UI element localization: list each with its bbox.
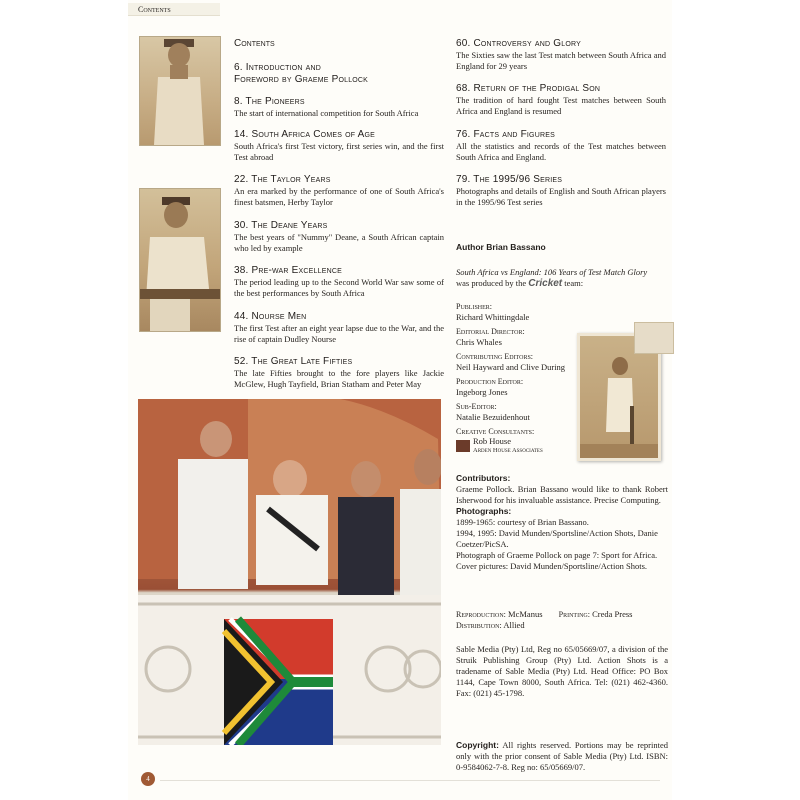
toc-entry-79[interactable]: [456, 174, 666, 208]
staff-role: Editorial Director:: [456, 327, 525, 336]
production-credits: [456, 609, 668, 631]
distribution-value: Allied: [503, 620, 525, 630]
footer-divider: [160, 780, 660, 781]
toc-entry-desc: An era marked by the performance of one of South Africa's finest batsmen, Herby Taylor: [234, 186, 444, 207]
author-line: Author Brian Bassano: [456, 242, 546, 252]
book-title: South Africa vs England: 106 Years of Test Match Glory: [456, 267, 648, 277]
staff-name: Rob House: [473, 436, 512, 446]
staff-name: Neil Hayward and Clive During: [456, 362, 566, 372]
toc-entry-22[interactable]: [234, 174, 444, 208]
toc-entry-76[interactable]: [456, 129, 666, 163]
toc-entry-title: 44. Nourse Men: [234, 311, 307, 322]
staff-production-editor: [456, 376, 574, 398]
toc-entry-desc: The late Fifties brought to the fore players like Jackie McGlew, Hugh Tayfield, Brian Statham and Peter May: [234, 368, 444, 389]
copyright-head: Copyright:: [456, 740, 499, 750]
toc-entry-title: 22. The Taylor Years: [234, 174, 331, 185]
photographs-line-2: 1994, 1995: David Munden/Sportsline/Action Shots, Danie Coetzer/PicSA.: [456, 528, 658, 549]
toc-entry-desc: The start of international competition for South Africa: [234, 108, 419, 118]
photo-cricketer-portrait-1: [139, 36, 221, 146]
toc-entry-8[interactable]: [234, 96, 444, 119]
toc-entry-desc: The first Test after an eight year lapse due to the War, and the rise of captain Dudley Nourse: [234, 323, 444, 344]
photographs-line-4: Cover pictures: David Munden/Sportsline/Action Shots.: [456, 561, 647, 571]
cricket-logo: Cricket: [528, 278, 563, 289]
toc-entry-30[interactable]: [234, 220, 444, 254]
page-number: 4: [141, 772, 155, 786]
toc-entry-title: 8. The Pioneers: [234, 96, 305, 107]
toc-entry-title: 30. The Deane Years: [234, 220, 328, 231]
printing-value: Creda Press: [592, 609, 633, 619]
photographs-line-1: 1899-1965: courtesy of Brian Bassano.: [456, 517, 589, 527]
toc-entry-title: 60. Controversy and Glory: [456, 38, 581, 49]
sable-media-text: Sable Media (Pty) Ltd, Reg no 65/05669/07, a division of the Struik Publishing Group (Pty) Ltd. Action Shots is a tradename of Sable Media (Pty) Ltd. Head Office: PO Box 1144, Cape Town 8000, South Africa. Tel: (021) 462-4360. Fax: (021) 45-1798.: [456, 644, 668, 698]
arden-house-logo-icon: [456, 440, 470, 452]
header-tab: Contents: [128, 3, 220, 16]
staff-name: Natalie Bezuidenhout: [456, 412, 530, 422]
toc-entry-44[interactable]: [234, 311, 444, 345]
staff-name: Chris Whales: [456, 337, 502, 347]
arden-house-logo-row: [456, 437, 574, 455]
produced-text: was produced by the: [456, 278, 527, 288]
photographs-head: Photographs:: [456, 506, 512, 516]
toc-entry-desc: South Africa's first Test victory, first series win, and the first Test abroad: [234, 141, 444, 162]
repro-label: Reproduction:: [456, 610, 506, 619]
staff-contributing-editors: [456, 351, 586, 373]
contributors-head: Contributors:: [456, 473, 511, 483]
toc-entry-desc: The Sixties saw the last Test match between South Africa and England for 29 years: [456, 50, 666, 71]
staff-role: Contributing Editors:: [456, 352, 533, 361]
repro-value: McManus: [508, 609, 543, 619]
toc-entry-title: 76. Facts and Figures: [456, 129, 555, 140]
toc-entry-38[interactable]: [234, 265, 444, 299]
produced-line: [456, 278, 668, 289]
toc-entry-desc: All the statistics and records of the Test matches between South Africa and England.: [456, 141, 666, 162]
toc-entry-title: 79. The 1995/96 Series: [456, 174, 563, 185]
toc-entry-68[interactable]: [456, 83, 666, 117]
staff-creative-consultants: [456, 426, 574, 455]
staff-role: Publisher:: [456, 302, 493, 311]
staff-sub-editor: [456, 401, 574, 423]
toc-entry-desc: Photographs and details of English and South African players in the 1995/96 Test series: [456, 186, 666, 207]
distribution-label: Distribution:: [456, 621, 502, 630]
printing-label: Printing:: [558, 610, 590, 619]
toc-entry-52[interactable]: [234, 356, 444, 390]
repro-printing-line: [456, 609, 668, 620]
staff-editorial-director: [456, 326, 574, 348]
photographs-line-3: Photograph of Graeme Pollock on page 7: Sport for Africa.: [456, 550, 658, 560]
contributors-block: [456, 473, 668, 572]
toc-entry-title: 6. Introduction and: [234, 62, 321, 73]
toc-entry-6[interactable]: [234, 62, 444, 86]
staff-name-2: Arden House Associates: [473, 447, 543, 454]
copyright-block: [456, 740, 668, 773]
toc-entry-desc: The best years of "Nummy" Deane, a South African captain who led by example: [234, 232, 444, 253]
staff-role: Creative Consultants:: [456, 427, 535, 436]
contributors-text: Graeme Pollock. Brian Bassano would like to thank Robert Isherwood for his invaluable assistance. Precise Computing.: [456, 484, 668, 505]
photo-team-balcony: [138, 399, 441, 745]
produced-by: [456, 267, 668, 289]
staff-name: Ingeborg Jones: [456, 387, 508, 397]
toc-entry-title: 68. Return of the Prodigal Son: [456, 83, 601, 94]
photo-cricketer-portrait-2: [139, 188, 221, 332]
photo-card-small: [634, 322, 674, 354]
toc-entry-title: 52. The Great Late Fifties: [234, 356, 353, 367]
consultant-names: [473, 437, 543, 455]
toc-entry-title: 38. Pre-war Excellence: [234, 265, 342, 276]
toc-entry-60[interactable]: [456, 38, 666, 72]
toc-entry-14[interactable]: [234, 129, 444, 163]
staff-name: Richard Whittingdale: [456, 312, 530, 322]
contents-title: Contents: [234, 38, 275, 49]
staff-role: Sub-Editor:: [456, 402, 497, 411]
staff-publisher: [456, 301, 574, 323]
staff-list: [456, 301, 574, 455]
toc-entry-title: 14. South Africa Comes of Age: [234, 129, 376, 140]
toc-entry-title-line2: Foreword by Graeme Pollock: [234, 74, 369, 85]
staff-role: Production Editor:: [456, 377, 524, 386]
produced-text-end: team:: [564, 278, 584, 288]
toc-entry-desc: The tradition of hard fought Test matches between South Africa and England is resumed: [456, 95, 666, 116]
distribution-line: [456, 620, 668, 631]
copyright-text: All rights reserved. Portions may be reprinted only with the prior consent of Sable Media (Pty) Ltd. ISBN: 0-9584062-7-8. Reg no: 65/05669/07.: [456, 740, 668, 772]
toc-entry-desc: The period leading up to the Second World War saw some of the best performances by South Africa: [234, 277, 444, 298]
